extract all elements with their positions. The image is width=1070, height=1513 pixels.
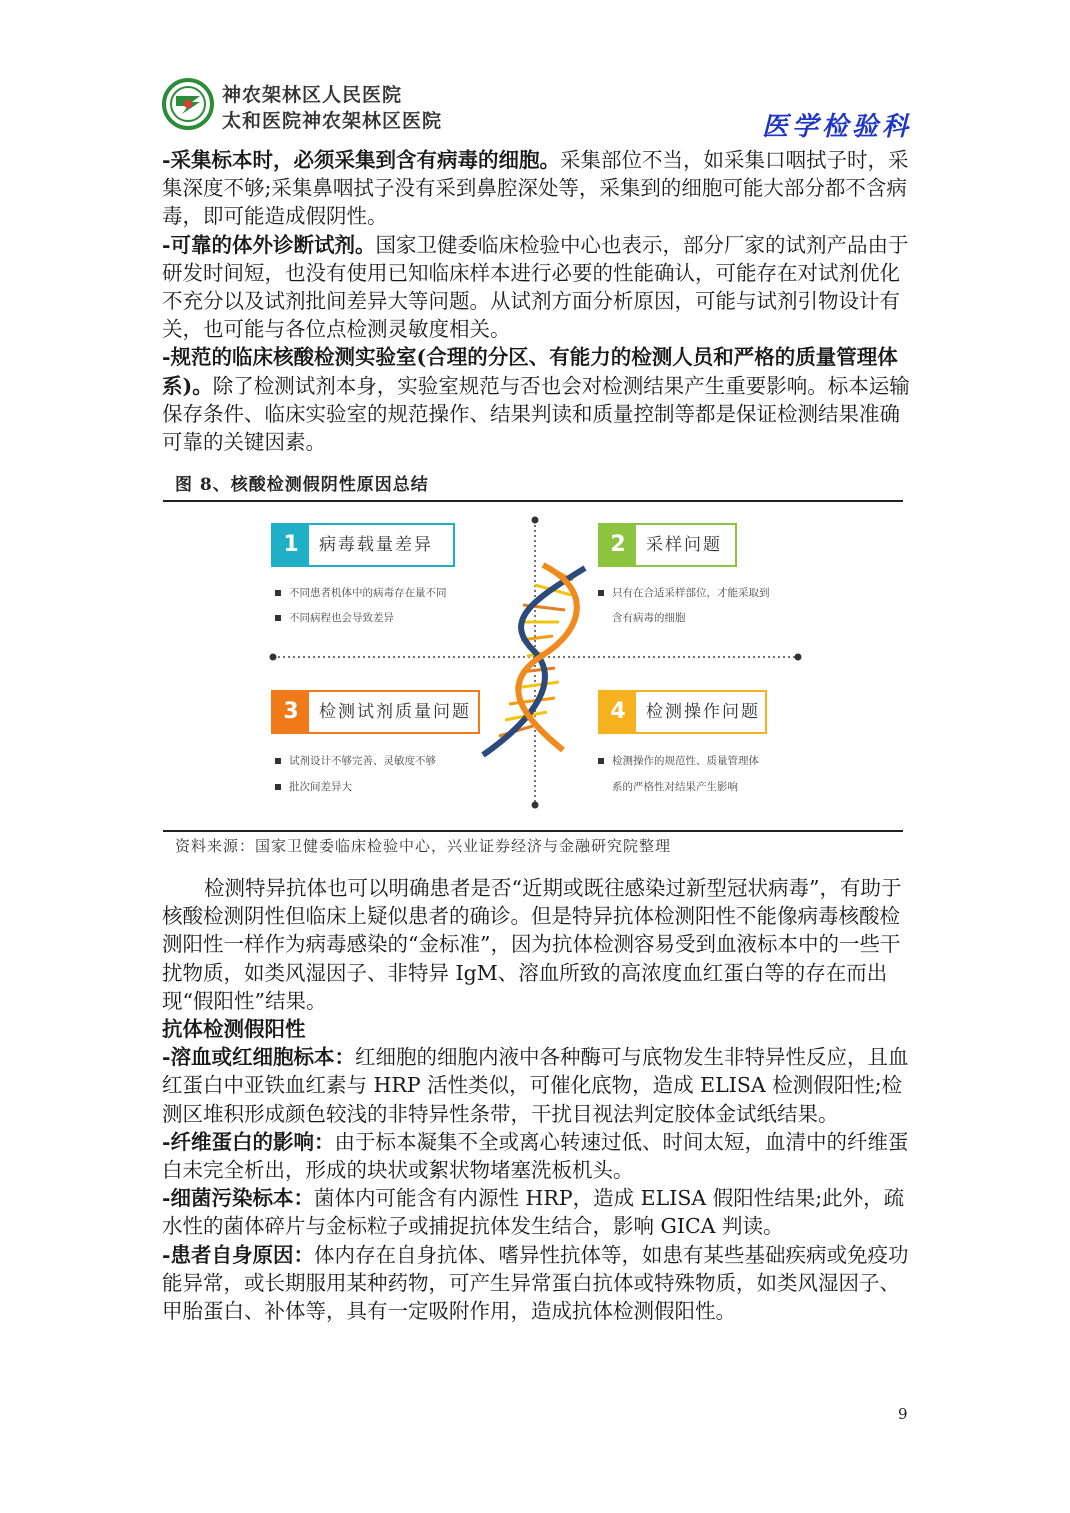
figure-bottom-rule xyxy=(163,830,903,832)
bullet-text: 不同患者机体中的病毒存在量不同 xyxy=(289,587,447,599)
bullet-text: 检测操作的规范性、质量管理体 xyxy=(612,755,759,767)
item-body: 红细胞的细胞内液中各种酶可与底物发生非特异性反应，且血红蛋白中亚铁血红素与 HRP 活性类似，可催化底物，造成 ELISA 检测假阳性;检测区堆积形成颜色较浅的非特异性条带，干扰目视法判定胶体金试纸结果。 xyxy=(162,1045,909,1126)
paragraph-lead: -采集标本时，必须采集到含有病毒的细胞。 xyxy=(162,148,561,172)
bullet-text: 系的严格性对结果产生影响 xyxy=(612,781,738,793)
hospital-name-line2: 太和医院神农架林区医院 xyxy=(222,110,443,132)
paragraph-lead: -规范的临床核酸检测实验室(合理的分区、有能力的检测人员和严格的质量管理体系)。 xyxy=(162,345,898,398)
bullet-text: 只有在合适采样部位，才能采取到 xyxy=(612,587,770,599)
quadrant-4-box xyxy=(598,690,767,734)
figure-top-rule xyxy=(163,500,903,502)
bullet-text: 试剂设计不够完善、灵敏度不够 xyxy=(289,755,436,767)
bullet-text: 含有病毒的细胞 xyxy=(612,612,686,624)
figure-diagram xyxy=(163,505,903,830)
quadrant-2-bullet-1 xyxy=(598,585,770,600)
dna-helix-icon xyxy=(473,560,613,760)
item-bacteria xyxy=(162,1184,912,1240)
bullet-text: 不同病程也会导致差异 xyxy=(289,612,394,624)
item-body: 菌体内可能含有内源性 HRP，造成 ELISA 假阳性结果;此外，疏水性的菌体碎片与金标粒子或捕捉抗体发生结合，影响 GICA 判读。 xyxy=(162,1186,905,1239)
quadrant-2-number: 2 xyxy=(600,525,636,565)
quadrant-1-bullet-2 xyxy=(275,610,394,625)
bullet-text: 批次间差异大 xyxy=(289,781,352,793)
item-lead: -纤维蛋白的影响： xyxy=(162,1129,335,1154)
paragraph-body: 除了检测试剂本身，实验室规范与否也会对检测结果产生重要影响。标本运输保存条件、临床实验室的规范操作、结果判读和质量控制等都是保证检测结果准确可靠的关键因素。 xyxy=(162,373,910,455)
paragraph-body: 采集部位不当，如采集口咽拭子时，采集深度不够;采集鼻咽拭子没有采到鼻腔深处等，采集到的细胞可能大部分都不含病毒，即可能造成假阴性。 xyxy=(162,148,909,229)
page-header xyxy=(0,0,1070,145)
item-body: 体内存在自身抗体、嗜异性抗体等，如患有某些基础疾病或免疫功能异常，或长期服用某种药物，可产生异常蛋白抗体或特殊物质，如类风湿因子、甲胎蛋白、补体等，具有一定吸附作用，造成抗体检测假阳性。 xyxy=(162,1242,909,1324)
quadrant-4-title: 检测操作问题 xyxy=(646,702,760,722)
quadrant-3-bullet-2 xyxy=(275,779,352,794)
section-heading-antibody-false-positive: 抗体检测假阳性 xyxy=(162,1017,306,1042)
item-lead: -患者自身原因： xyxy=(162,1242,315,1267)
item-patient xyxy=(162,1241,912,1326)
quadrant-1-number: 1 xyxy=(273,525,309,565)
figure-source: 资料来源：国家卫健委临床检验中心，兴业证券经济与金融研究院整理 xyxy=(175,837,672,855)
item-fibrin xyxy=(162,1128,912,1184)
quadrant-2-box xyxy=(598,523,737,567)
quadrant-4-bullet-1 xyxy=(598,753,759,768)
department-title: 医学检验科 xyxy=(762,112,913,142)
hospital-name-line1: 神农架林区人民医院 xyxy=(222,84,403,106)
paragraph-lead: -可靠的体外诊断试剂。 xyxy=(162,232,376,257)
quadrant-1-box xyxy=(271,523,455,567)
quadrant-3-title: 检测试剂质量问题 xyxy=(319,702,471,722)
antibody-intro-paragraph: 检测特异抗体也可以明确患者是否“近期或既往感染过新型冠状病毒”，有助于核酸检测阴性但临床上疑似患者的确诊。但是特异抗体检测阳性不能像病毒核酸检测阳性一样作为病毒感染的“金标准”，因为抗体检测容易受到血液标本中的一些干扰物质，如类风湿因子、非特异 IgM、溶血所致的高浓度血红蛋白等的存在而出现“假阳性”结果。 xyxy=(162,876,902,1013)
quadrant-1-title: 病毒载量差异 xyxy=(319,535,433,555)
item-lead: -溶血或红细胞标本： xyxy=(162,1045,356,1070)
top-text-block xyxy=(162,146,912,456)
quadrant-3-number: 3 xyxy=(273,692,309,732)
bottom-text-block xyxy=(162,874,912,1325)
item-hemolysis xyxy=(162,1043,912,1128)
paragraph-body: 国家卫健委临床检验中心也表示，部分厂家的试剂产品由于研发时间短，也没有使用已知临床样本进行必要的性能确认，可能存在对试剂优化不充分以及试剂批间差异大等问题。从试剂方面分析原因，可能与试剂引物设计有关，也可能与各位点检测灵敏度相关。 xyxy=(162,232,909,342)
page-number: 9 xyxy=(898,1405,908,1423)
quadrant-4-bullet-1-cont xyxy=(598,779,738,794)
paragraph-reagent xyxy=(162,231,912,344)
quadrant-1-bullet-1 xyxy=(275,585,447,600)
figure-caption: 图 8、核酸检测假阴性原因总结 xyxy=(175,475,429,495)
quadrant-3-bullet-1 xyxy=(275,753,436,768)
item-body: 由于标本凝集不全或离心转速过低、时间太短，血清中的纤维蛋白未完全析出，形成的块状或絮状物堵塞洗板机头。 xyxy=(162,1129,909,1183)
item-lead: -细菌污染标本： xyxy=(162,1186,315,1211)
hospital-logo-icon xyxy=(162,78,214,130)
quadrant-4-number: 4 xyxy=(600,692,636,732)
quadrant-2-title: 采样问题 xyxy=(646,535,722,555)
paragraph-lab xyxy=(162,343,912,456)
paragraph-sampling xyxy=(162,146,912,231)
quadrant-3-box xyxy=(271,690,480,734)
quadrant-2-bullet-1-cont xyxy=(598,610,686,625)
